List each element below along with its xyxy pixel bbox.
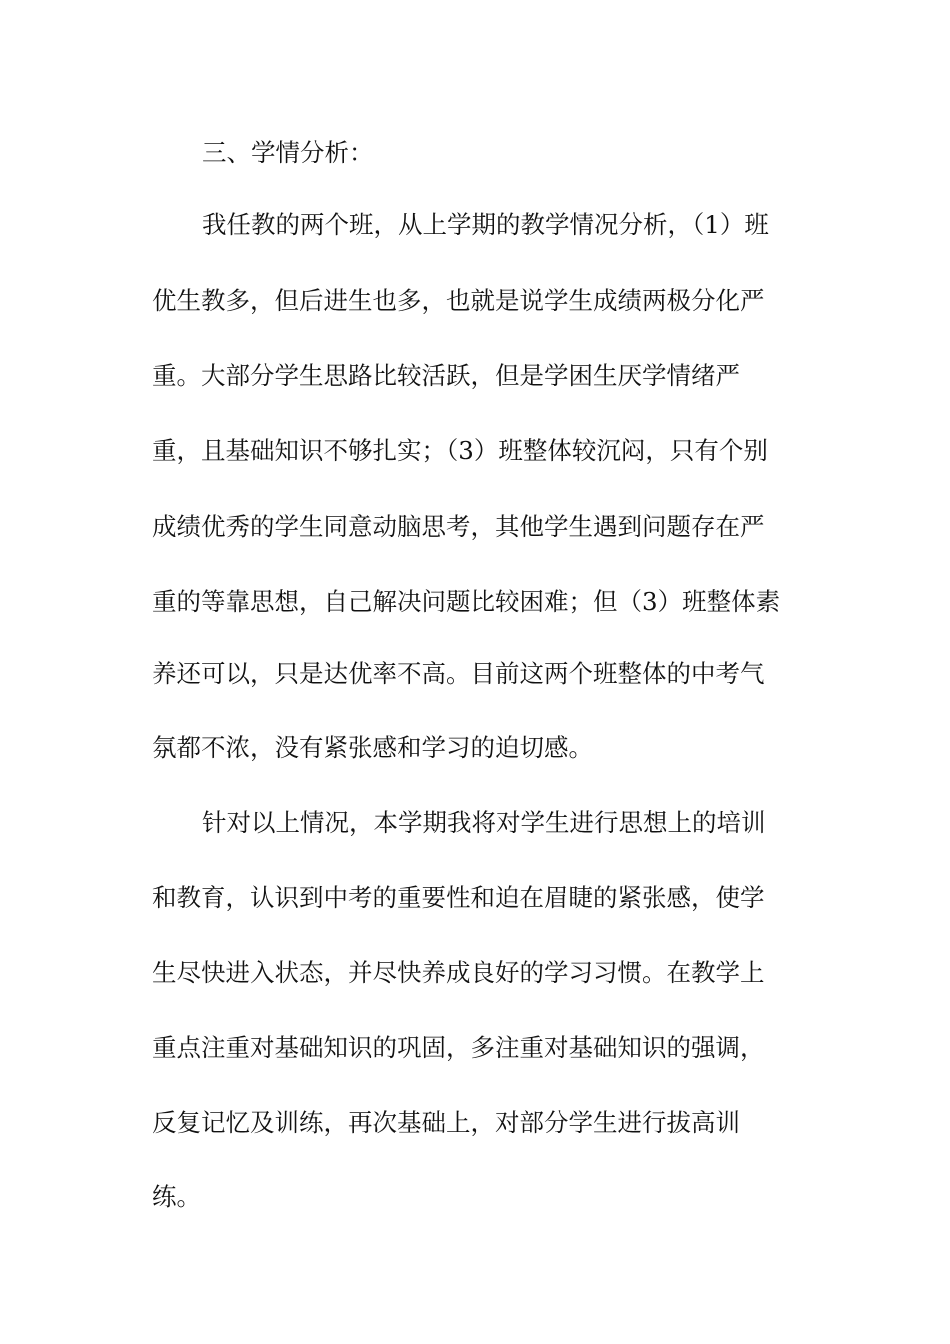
paragraph-1-line-1: 我任教的两个班，从上学期的教学情况分析，（1）班 (202, 210, 769, 239)
paragraph-2-line-1: 针对以上情况，本学期我将对学生进行思想上的培训 (202, 808, 766, 837)
paragraph-2-line-2: 和教育，认识到中考的重要性和迫在眉睫的紧张感，使学 (152, 883, 765, 912)
paragraph-1-line-2: 优生教多，但后进生也多，也就是说学生成绩两极分化严 (152, 286, 765, 315)
paragraph-1-line-6: 重的等靠思想，自己解决问题比较困难；但（3）班整体素 (152, 587, 781, 616)
paragraph-1-line-3: 重。大部分学生思路比较活跃，但是学困生厌学情绪严 (152, 361, 740, 390)
paragraph-1-line-5: 成绩优秀的学生同意动脑思考，其他学生遇到问题存在严 (152, 512, 765, 541)
paragraph-1-line-4: 重，且基础知识不够扎实；（3）班整体较沉闷，只有个别 (152, 436, 768, 465)
paragraph-2-line-6: 练。 (152, 1182, 201, 1211)
paragraph-2-line-4: 重点注重对基础知识的巩固，多注重对基础知识的强调， (152, 1033, 765, 1062)
paragraph-1-line-8: 氛都不浓，没有紧张感和学习的迫切感。 (152, 733, 593, 762)
paragraph-1-line-7: 养还可以，只是达优率不高。目前这两个班整体的中考气 (152, 659, 765, 688)
section-heading: 三、学情分析： (202, 138, 374, 167)
paragraph-2-line-3: 生尽快进入状态，并尽快养成良好的学习习惯。在教学上 (152, 958, 765, 987)
paragraph-2-line-5: 反复记忆及训练，再次基础上，对部分学生进行拔高训 (152, 1108, 740, 1137)
